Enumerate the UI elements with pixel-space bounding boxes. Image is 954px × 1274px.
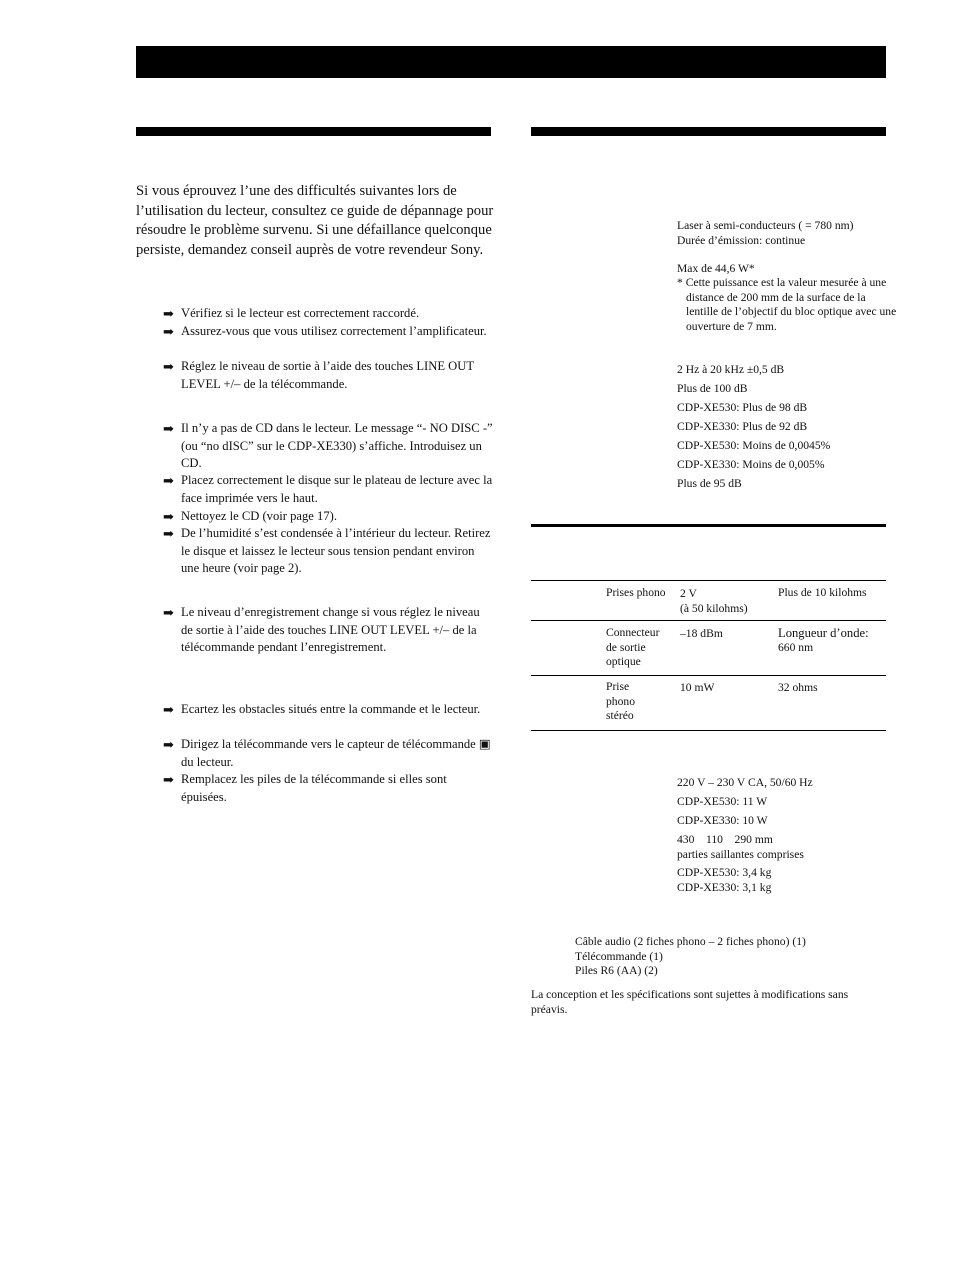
spec-thd-530: CDP-XE530: Moins de 0,0045%	[677, 439, 831, 452]
arrow-right-icon: ➡	[163, 509, 174, 524]
output-load: Plus de 10 kilohms	[778, 586, 867, 599]
spec-channel-separation: Plus de 95 dB	[677, 477, 742, 490]
arrow-right-icon: ➡	[163, 324, 174, 339]
spec-dynamic-range-330: CDP-XE330: Plus de 92 dB	[677, 420, 808, 433]
list-item: Télécommande (1)	[575, 949, 663, 963]
troubleshooting-item: ➡ Remplacez les piles de la télécommande si elles sont épuisées.	[163, 772, 447, 804]
troubleshooting-item: ➡ Nettoyez le CD (voir page 17).	[163, 509, 337, 524]
spec-frequency-response: 2 Hz à 20 kHz ±0,5 dB	[677, 363, 785, 376]
spec-power-note: * Cette puissance est la valeur mesurée à une distance de 200 mm de la surface de la lentille de l’objectif du bloc optique avec une ouverture de 7 mm.	[677, 276, 897, 333]
output-level: 2 V (à 50 kilohms)	[680, 587, 748, 615]
troubleshooting-item: ➡ Assurez-vous que vous utilisez correctement l’amplificateur.	[163, 324, 487, 339]
troubleshooting-intro	[136, 182, 496, 260]
arrow-right-icon: ➡	[163, 737, 174, 752]
output-load: 32 ohms	[778, 681, 818, 694]
troubleshooting-item: ➡ De l’humidité s’est condensée à l’intérieur du lecteur. Retirez le disque et laissez le lecteur sous tension pendant environ une heure (voir page 2).	[163, 526, 491, 575]
outputs-section-rule	[531, 524, 886, 527]
arrow-right-icon: ➡	[163, 306, 174, 321]
spec-consumption-330: CDP-XE330: 10 W	[677, 814, 768, 827]
arrow-right-icon: ➡	[163, 421, 174, 436]
output-load: Longueur d’onde: 660 nm	[778, 626, 869, 654]
troubleshooting-item: ➡ Il n’y a pas de CD dans le lecteur. Le message “- NO DISC -” (ou “no dISC” sur le CDP-XE330) s’affiche. Introduisez un CD.	[163, 421, 493, 470]
right-section-rule	[531, 127, 886, 136]
troubleshooting-item: ➡ Ecartez les obstacles situés entre la commande et le lecteur.	[163, 702, 481, 717]
accessories-list	[575, 935, 875, 979]
spec-consumption-530: CDP-XE530: 11 W	[677, 795, 768, 808]
troubleshooting-item: ➡ Placez correctement le disque sur le plateau de lecture avec la face imprimée vers le haut.	[163, 473, 493, 505]
spec-dimensions: 430 110 290 mm parties saillantes comprises	[677, 833, 804, 861]
list-item: Piles R6 (AA) (2)	[575, 964, 658, 978]
output-level: 10 mW	[680, 681, 715, 694]
troubleshooting-item: ➡ Le niveau d’enregistrement change si vous réglez le niveau de sortie à l’aide des touches LINE OUT LEVEL +/– de la télécommande pendant l’enregistrement.	[163, 605, 480, 654]
spec-dynamic-range-530: CDP-XE530: Plus de 98 dB	[677, 401, 808, 414]
spec-signal-to-noise: Plus de 100 dB	[677, 382, 748, 395]
intro-paragraph: Si vous éprouvez l’une des difficultés suivantes lors de l’utilisation du lecteur, consultez ce guide de dépannage pour résoudre le problème survenu. Si une défaillance quelconque persiste, demandez conseil auprès de votre revendeur Sony.	[136, 183, 494, 258]
output-level: –18 dBm	[680, 627, 723, 640]
table-rule	[531, 620, 886, 621]
arrow-right-icon: ➡	[163, 605, 174, 620]
spec-laser: Laser à semi-conducteurs ( = 780 nm) Durée d’émission: continue	[677, 219, 854, 247]
output-jack-type: Prise phono stéréo	[606, 680, 635, 723]
arrow-right-icon: ➡	[163, 702, 174, 717]
troubleshooting-item: ➡ Vérifiez si le lecteur est correctement raccordé.	[163, 306, 420, 321]
arrow-right-icon: ➡	[163, 526, 174, 541]
header-bar	[136, 46, 886, 78]
spec-power-requirements: 220 V – 230 V CA, 50/60 Hz	[677, 776, 813, 789]
table-rule	[531, 580, 886, 581]
spec-thd-330: CDP-XE330: Moins de 0,005%	[677, 458, 825, 471]
spec-laser-power: Max de 44,6 W*	[677, 262, 755, 275]
table-rule	[531, 730, 886, 731]
design-change-note: La conception et les spécifications sont sujettes à modifications sans préavis.	[531, 988, 849, 1016]
arrow-right-icon: ➡	[163, 359, 174, 374]
output-jack-type: Connecteur de sortie optique	[606, 626, 660, 669]
arrow-right-icon: ➡	[163, 473, 174, 488]
output-jack-type: Prises phono	[606, 586, 666, 599]
spec-mass: CDP-XE530: 3,4 kg CDP-XE330: 3,1 kg	[677, 866, 772, 894]
troubleshooting-item: ➡ Dirigez la télécommande vers le capteur de télécommande ▣ du lecteur.	[163, 737, 491, 769]
troubleshooting-item: ➡ Réglez le niveau de sortie à l’aide des touches LINE OUT LEVEL +/– de la télécommande.	[163, 359, 474, 391]
list-item: Câble audio (2 fiches phono – 2 fiches phono) (1)	[575, 935, 806, 948]
arrow-right-icon: ➡	[163, 772, 174, 787]
left-section-rule	[136, 127, 491, 136]
table-rule	[531, 675, 886, 676]
